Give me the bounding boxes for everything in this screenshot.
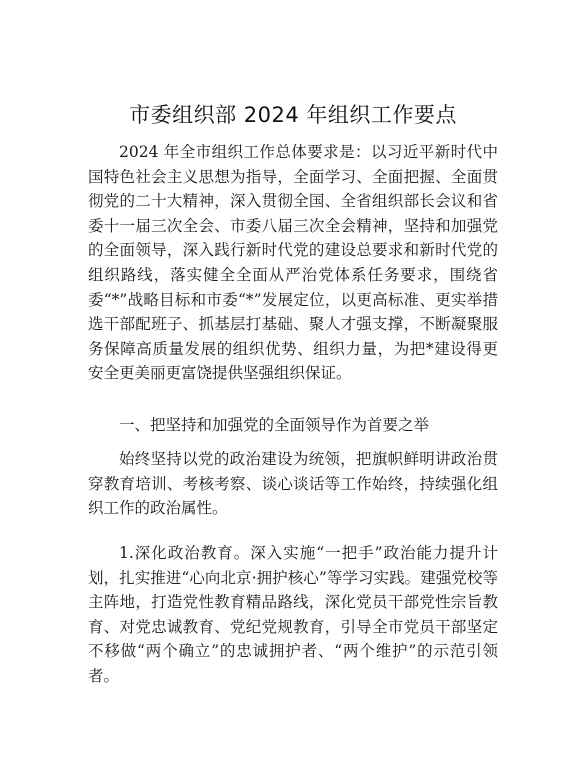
item-paragraph: 1.深化政治教育。深入实施“一把手”政治能力提升计划，扎实推进“心向北京·拥护核心”等学习实践。建强党校等主阵地，打造党性教育精品路线，深化党员干部党性宗旨教育、对党忠诚教育、党纪党规教育，引导全市党员干部坚定不移做“两个确立”的忠诚拥护者、“两个维护”的示范引领者。 (88, 544, 498, 685)
section-paragraph: 始终坚持以党的政治建设为统领，把旗帜鲜明讲政治贯穿教育培训、考核考察、谈心谈话等工作始终，持续强化组织工作的政治属性。 (88, 450, 498, 518)
document-title: 市委组织部 2024 年组织工作要点 (129, 103, 457, 127)
section-heading: 一、把坚持和加强党的全面领导作为首要之举 (119, 416, 430, 434)
intro-paragraph: 2024 年全市组织工作总体要求是：以习近平新时代中国特色社会主义思想为指导，全面学习、全面把握、全面贯彻党的二十大精神，深入贯彻全国、全省组织部长会议和省委十一届三次全会、市委八届三次全会精神，坚持和加强党的全面领导，深入践行新时代党的建设总要求和新时代党的组织路线，落实健全全面从严治党体系任务要求，围绕省委“*”战略目标和市委“*”发展定位，以更高标准、更实举措选干部配班子、抓基层打基础、聚人才强支撑，不断凝聚服务保障高质量发展的组织优势、组织力量，为把*建设得更安全更美丽更富饶提供坚强组织保证。 (88, 143, 498, 383)
